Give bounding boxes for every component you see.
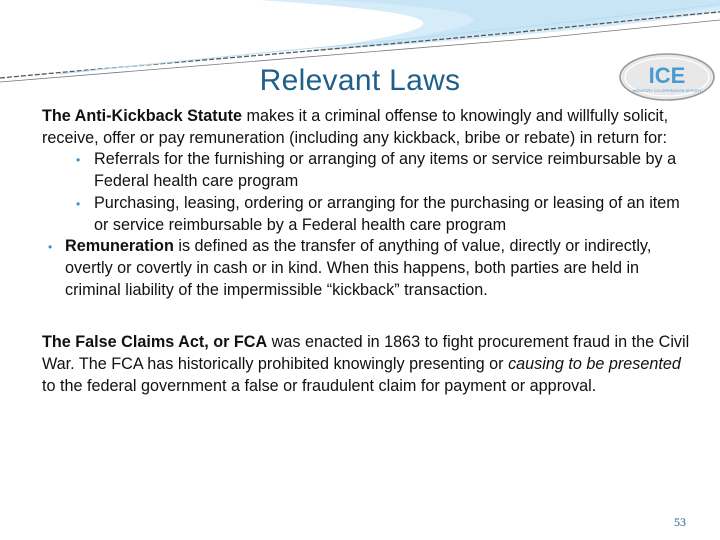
list-item xyxy=(42,193,692,236)
ice-logo xyxy=(618,52,716,102)
list-item xyxy=(42,236,692,301)
list-item xyxy=(42,149,692,192)
false-claims-act-paragraph xyxy=(42,332,692,397)
bullet-icon: • xyxy=(76,196,81,211)
anti-kickback-heading: The Anti-Kickback Statute xyxy=(42,107,242,125)
false-claims-act-text: was enacted in 1863 to fight procurement fraud in the Civil War. The FCA has historically prohibited knowingly presenting or xyxy=(42,333,690,374)
bullet-icon: • xyxy=(76,153,81,168)
remuneration-description: is defined as the transfer of anything of value, directly or indirectly, overtly or covertly in cash or in kind. When this happens, both parties are held in criminal liability of the impermissible “kickback” transaction. xyxy=(65,237,652,299)
anti-kickback-sub-bullets xyxy=(42,149,692,236)
anti-kickback-description: makes it a criminal offense to knowingly and willfully solicit, receive, offer or pay remuneration (including any kickback, bribe or rebate) in return for: xyxy=(42,107,669,147)
anti-kickback-paragraph xyxy=(42,106,692,149)
slide-title: Relevant Laws xyxy=(259,64,461,97)
logo-text: ICE xyxy=(648,63,686,88)
false-claims-act-heading: The False Claims Act, or FCA xyxy=(42,333,268,352)
logo-tagline: INDUSTRY CO-OPERATION EFFORT xyxy=(632,88,702,93)
list-item-text: Purchasing, leasing, ordering or arranging for the purchasing or leasing of an item or service reimbursable by a Federal health care program xyxy=(94,193,680,234)
page-number: 53 xyxy=(674,515,686,529)
bullet-icon: • xyxy=(48,240,53,255)
false-claims-act-emphasis: causing to be presented xyxy=(508,355,681,374)
remuneration-heading: Remuneration xyxy=(65,237,174,256)
slide-body xyxy=(42,106,692,397)
false-claims-act-text-end: to the federal government a false or fraudulent claim for payment or approval. xyxy=(42,376,597,395)
remuneration-bullet-list xyxy=(42,236,692,301)
list-item-text: Referrals for the furnishing or arranging of any items or service reimbursable by a Federal health care program xyxy=(94,150,677,191)
